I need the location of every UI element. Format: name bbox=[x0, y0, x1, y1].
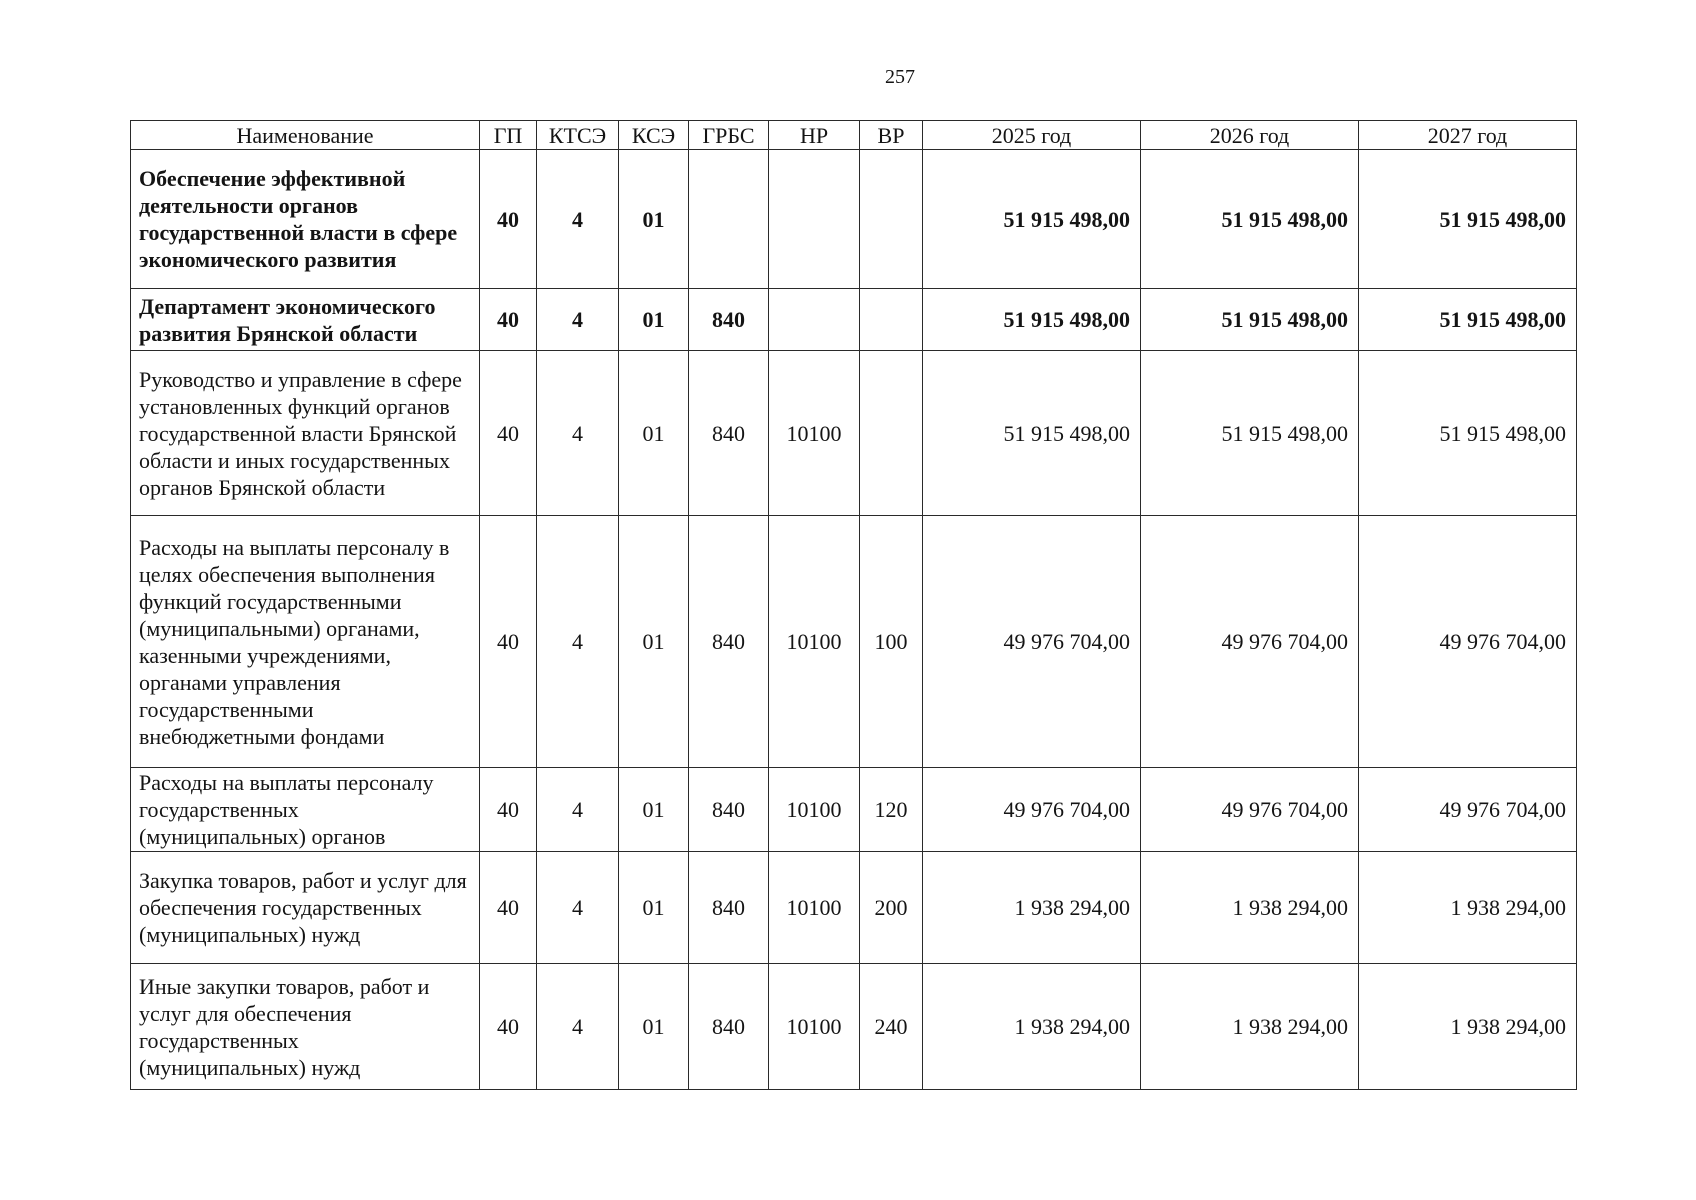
row-gp: 40 bbox=[480, 516, 537, 768]
row-gp: 40 bbox=[480, 964, 537, 1090]
row-nr: 10100 bbox=[769, 964, 860, 1090]
row-2026: 49 976 704,00 bbox=[1141, 516, 1359, 768]
row-grbs: 840 bbox=[689, 852, 769, 964]
table-row bbox=[131, 150, 1577, 289]
row-kse: 01 bbox=[619, 150, 689, 289]
row-2025: 1 938 294,00 bbox=[923, 964, 1141, 1090]
row-nr bbox=[769, 289, 860, 351]
header-kse: КСЭ bbox=[619, 121, 689, 150]
page-number: 257 bbox=[885, 66, 915, 88]
row-nr: 10100 bbox=[769, 351, 860, 516]
row-grbs: 840 bbox=[689, 289, 769, 351]
row-2025: 1 938 294,00 bbox=[923, 852, 1141, 964]
row-2025: 51 915 498,00 bbox=[923, 351, 1141, 516]
row-name: Департамент экономического развития Брянской области bbox=[131, 289, 480, 351]
row-kse: 01 bbox=[619, 964, 689, 1090]
row-2026: 49 976 704,00 bbox=[1141, 768, 1359, 852]
row-nr: 10100 bbox=[769, 852, 860, 964]
row-name: Руководство и управление в сфере установленных функций органов государственной власти Брянской области и иных государственных органов Брянской области bbox=[131, 351, 480, 516]
row-2027: 1 938 294,00 bbox=[1359, 852, 1577, 964]
budget-table bbox=[130, 120, 1577, 1090]
row-vr: 100 bbox=[860, 516, 923, 768]
row-nr: 10100 bbox=[769, 768, 860, 852]
row-2026: 1 938 294,00 bbox=[1141, 852, 1359, 964]
row-2025: 51 915 498,00 bbox=[923, 289, 1141, 351]
table-row bbox=[131, 351, 1577, 516]
row-2027: 49 976 704,00 bbox=[1359, 516, 1577, 768]
row-2025: 49 976 704,00 bbox=[923, 768, 1141, 852]
row-2027: 49 976 704,00 bbox=[1359, 768, 1577, 852]
row-gp: 40 bbox=[480, 289, 537, 351]
row-grbs bbox=[689, 150, 769, 289]
row-ktse: 4 bbox=[537, 289, 619, 351]
row-ktse: 4 bbox=[537, 768, 619, 852]
row-grbs: 840 bbox=[689, 768, 769, 852]
row-kse: 01 bbox=[619, 289, 689, 351]
header-nr: НР bbox=[769, 121, 860, 150]
row-kse: 01 bbox=[619, 351, 689, 516]
row-name: Обеспечение эффективной деятельности органов государственной власти в сфере экономического развития bbox=[131, 150, 480, 289]
header-grbs: ГРБС bbox=[689, 121, 769, 150]
row-2027: 51 915 498,00 bbox=[1359, 351, 1577, 516]
row-vr: 240 bbox=[860, 964, 923, 1090]
row-vr bbox=[860, 351, 923, 516]
table-header-row bbox=[131, 121, 1577, 150]
table-row bbox=[131, 768, 1577, 852]
row-name: Закупка товаров, работ и услуг для обеспечения государственных (муниципальных) нужд bbox=[131, 852, 480, 964]
row-ktse: 4 bbox=[537, 852, 619, 964]
row-2026: 51 915 498,00 bbox=[1141, 150, 1359, 289]
row-vr: 120 bbox=[860, 768, 923, 852]
header-2026: 2026 год bbox=[1141, 121, 1359, 150]
row-nr bbox=[769, 150, 860, 289]
row-kse: 01 bbox=[619, 768, 689, 852]
table-row bbox=[131, 964, 1577, 1090]
header-gp: ГП bbox=[480, 121, 537, 150]
row-2025: 51 915 498,00 bbox=[923, 150, 1141, 289]
header-vr: ВР bbox=[860, 121, 923, 150]
row-kse: 01 bbox=[619, 852, 689, 964]
row-name: Расходы на выплаты персоналу государственных (муниципальных) органов bbox=[131, 768, 480, 852]
row-ktse: 4 bbox=[537, 351, 619, 516]
row-2027: 51 915 498,00 bbox=[1359, 289, 1577, 351]
header-2027: 2027 год bbox=[1359, 121, 1577, 150]
row-grbs: 840 bbox=[689, 964, 769, 1090]
row-gp: 40 bbox=[480, 852, 537, 964]
row-nr: 10100 bbox=[769, 516, 860, 768]
row-ktse: 4 bbox=[537, 516, 619, 768]
table-row bbox=[131, 516, 1577, 768]
table-row bbox=[131, 852, 1577, 964]
row-grbs: 840 bbox=[689, 516, 769, 768]
row-2025: 49 976 704,00 bbox=[923, 516, 1141, 768]
row-name: Иные закупки товаров, работ и услуг для обеспечения государственных (муниципальных) нужд bbox=[131, 964, 480, 1090]
row-vr bbox=[860, 289, 923, 351]
row-ktse: 4 bbox=[537, 964, 619, 1090]
header-name: Наименование bbox=[131, 121, 480, 150]
row-grbs: 840 bbox=[689, 351, 769, 516]
row-ktse: 4 bbox=[537, 150, 619, 289]
row-2027: 1 938 294,00 bbox=[1359, 964, 1577, 1090]
row-vr bbox=[860, 150, 923, 289]
row-gp: 40 bbox=[480, 351, 537, 516]
header-ktse: КТСЭ bbox=[537, 121, 619, 150]
row-2026: 51 915 498,00 bbox=[1141, 351, 1359, 516]
row-2026: 51 915 498,00 bbox=[1141, 289, 1359, 351]
row-gp: 40 bbox=[480, 768, 537, 852]
row-2026: 1 938 294,00 bbox=[1141, 964, 1359, 1090]
row-2027: 51 915 498,00 bbox=[1359, 150, 1577, 289]
row-vr: 200 bbox=[860, 852, 923, 964]
row-gp: 40 bbox=[480, 150, 537, 289]
table-row bbox=[131, 289, 1577, 351]
row-name: Расходы на выплаты персоналу в целях обеспечения выполнения функций государственными (муниципальными) органами, казенными учреждениями, органами управления государственными внебюджетными фондами bbox=[131, 516, 480, 768]
row-kse: 01 bbox=[619, 516, 689, 768]
header-2025: 2025 год bbox=[923, 121, 1141, 150]
